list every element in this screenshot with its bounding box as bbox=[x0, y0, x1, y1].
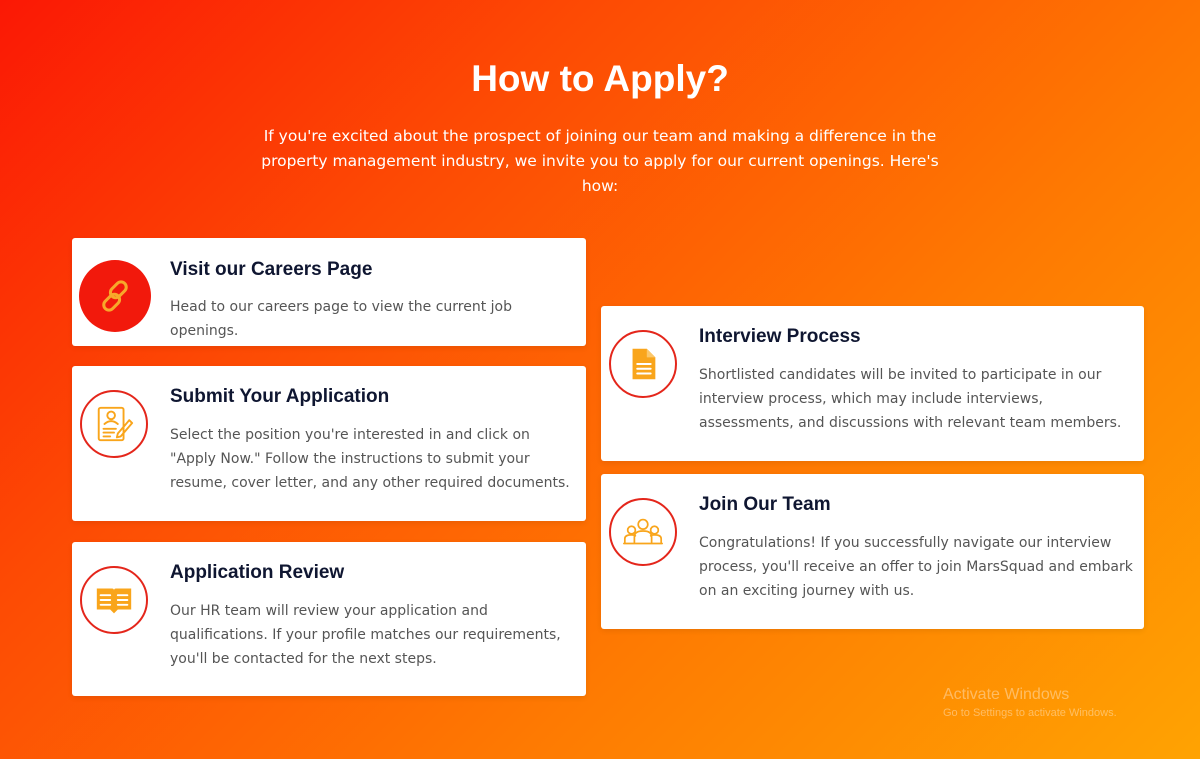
document-icon bbox=[609, 330, 677, 398]
step-card-visit-careers bbox=[72, 238, 586, 346]
windows-activation-watermark bbox=[943, 686, 1117, 719]
step-title: Join Our Team bbox=[699, 494, 831, 515]
page-title: How to Apply? bbox=[471, 58, 729, 99]
open-book-icon bbox=[80, 566, 148, 634]
step-description: Select the position you're interested in and click on "Apply Now." Follow the instructions to submit your resume, cover letter, and any other required documents. bbox=[170, 427, 570, 491]
watermark-line-2: Go to Settings to activate Windows. bbox=[943, 707, 1117, 719]
step-description: Congratulations! If you successfully navigate our interview process, you'll receive an offer to join MarsSquad and embark on an exciting journey with us. bbox=[699, 535, 1133, 599]
watermark-line-1: Activate Windows bbox=[943, 686, 1070, 703]
step-description: Our HR team will review your application and qualifications. If your profile matches our requirements, you'll be contacted for the next steps. bbox=[170, 603, 561, 667]
step-card-join-team bbox=[601, 474, 1144, 629]
step-card-application-review bbox=[72, 542, 586, 696]
step-description: Head to our careers page to view the current job openings. bbox=[170, 299, 512, 339]
application-form-icon bbox=[80, 390, 148, 458]
link-icon bbox=[79, 260, 151, 332]
team-icon bbox=[609, 498, 677, 566]
intro-text: If you're excited about the prospect of joining our team and making a difference in the property management industry, we invite you to apply for our current openings. Here's how: bbox=[261, 127, 939, 195]
step-card-submit-application bbox=[72, 366, 586, 521]
step-title: Interview Process bbox=[699, 326, 861, 347]
step-title: Visit our Careers Page bbox=[170, 259, 373, 280]
step-description: Shortlisted candidates will be invited to participate in our interview process, which may include interviews, assessments, and discussions with relevant team members. bbox=[699, 367, 1122, 431]
step-title: Submit Your Application bbox=[170, 386, 390, 407]
step-card-interview-process bbox=[601, 306, 1144, 461]
step-title: Application Review bbox=[170, 562, 345, 583]
